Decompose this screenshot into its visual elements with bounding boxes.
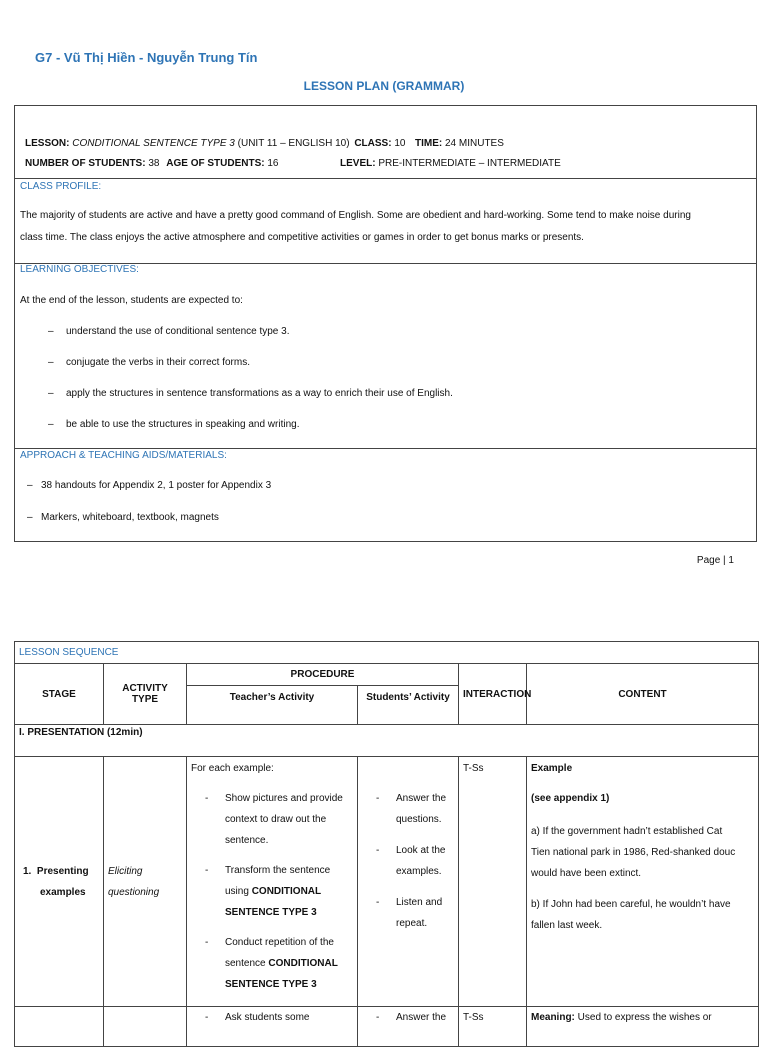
teacher-activity-cell: - Ask students some bbox=[187, 1007, 358, 1047]
students-activity-cell: - Answer the bbox=[358, 1007, 459, 1047]
divider bbox=[15, 448, 756, 449]
lesson-line: LESSON: CONDITIONAL SENTENCE TYPE 3 (UNIT 11 – ENGLISH 10) CLASS: 10 bbox=[25, 138, 406, 149]
time-line: TIME: 24 MINUTES bbox=[415, 138, 504, 149]
stage-cell bbox=[15, 1007, 104, 1047]
section-presentation: I. PRESENTATION (12min) bbox=[15, 725, 759, 757]
objective-item: – conjugate the verbs in their correct forms. bbox=[48, 357, 250, 368]
col-content: CONTENT bbox=[527, 664, 759, 725]
col-activity-type: ACTIVITY TYPE bbox=[104, 664, 187, 725]
activity-type-cell bbox=[104, 1007, 187, 1047]
approach-item: – Markers, whiteboard, textbook, magnets bbox=[27, 512, 219, 523]
interaction-cell: T-Ss bbox=[459, 1007, 527, 1047]
stage-label: 1. Presenting bbox=[23, 865, 89, 877]
stage-cell bbox=[15, 757, 104, 1007]
objective-item: – understand the use of conditional sentence type 3. bbox=[48, 326, 290, 337]
col-stage: STAGE bbox=[15, 664, 104, 725]
objective-item: – be able to use the structures in speaking and writing. bbox=[48, 419, 300, 430]
document-title: LESSON PLAN (GRAMMAR) bbox=[303, 79, 465, 93]
objectives-heading: LEARNING OBJECTIVES: bbox=[20, 264, 139, 275]
class-profile-text: The majority of students are active and have a pretty good command of English. Some are obedient and hard-working. Some tend to make noise during class time. The class enjoys the active atmosphere and competitive activities or games in order to get bonus marks or presents. bbox=[20, 210, 691, 243]
approach-item: – 38 handouts for Appendix 2, 1 poster for Appendix 3 bbox=[27, 480, 272, 491]
approach-heading: APPROACH & TEACHING AIDS/MATERIALS: bbox=[20, 450, 227, 461]
stage-label-2: examples bbox=[40, 886, 86, 898]
page-number: Page | 1 bbox=[696, 555, 734, 566]
divider bbox=[15, 178, 756, 179]
interaction-cell: T-Ss bbox=[459, 757, 527, 1007]
content-cell: Meaning: Used to express the wishes or bbox=[527, 1007, 759, 1047]
level-line: LEVEL: PRE-INTERMEDIATE – INTERMEDIATE bbox=[340, 158, 561, 169]
col-teacher-activity: Teacher’s Activity bbox=[187, 686, 358, 725]
col-students-activity: Students’ Activity bbox=[358, 686, 459, 725]
activity-type-cell: Eliciting questioning bbox=[104, 757, 187, 1007]
objective-item: – apply the structures in sentence transformations as a way to enrich their use of English. bbox=[48, 388, 453, 399]
sequence-heading: LESSON SEQUENCE bbox=[15, 642, 759, 664]
students-activity-cell: - Answer the questions. - Look at the examples. - Listen and repeat. bbox=[358, 757, 459, 1007]
col-interaction: INTERACTION bbox=[459, 664, 527, 725]
authors: G7 - Vũ Thị Hiền - Nguyễn Trung Tín bbox=[35, 50, 258, 65]
teacher-activity-cell: For each example: - Show pictures and provide context to draw out the sentence. - Transform the sentence using CONDITIONAL SENTENCE TYPE 3 - Conduct repetition of the sentence CONDITIONAL SENTENCE TYPE 3 bbox=[187, 757, 358, 1007]
lesson-sequence-table bbox=[14, 641, 759, 1047]
class-profile-heading: CLASS PROFILE: bbox=[20, 181, 102, 192]
objectives-intro: At the end of the lesson, students are expected to: bbox=[20, 295, 243, 306]
students-line: NUMBER OF STUDENTS: 38 AGE OF STUDENTS: 16 bbox=[25, 158, 279, 169]
content-cell: Example (see appendix 1) a) If the government hadn’t established Cat Tien national park in 1986, Red-shanked douc would have been extinct. b) If John had been careful, he wouldn’t have fallen last week. bbox=[527, 757, 759, 1007]
col-procedure: PROCEDURE bbox=[187, 664, 459, 686]
lesson-info-box bbox=[14, 105, 757, 542]
